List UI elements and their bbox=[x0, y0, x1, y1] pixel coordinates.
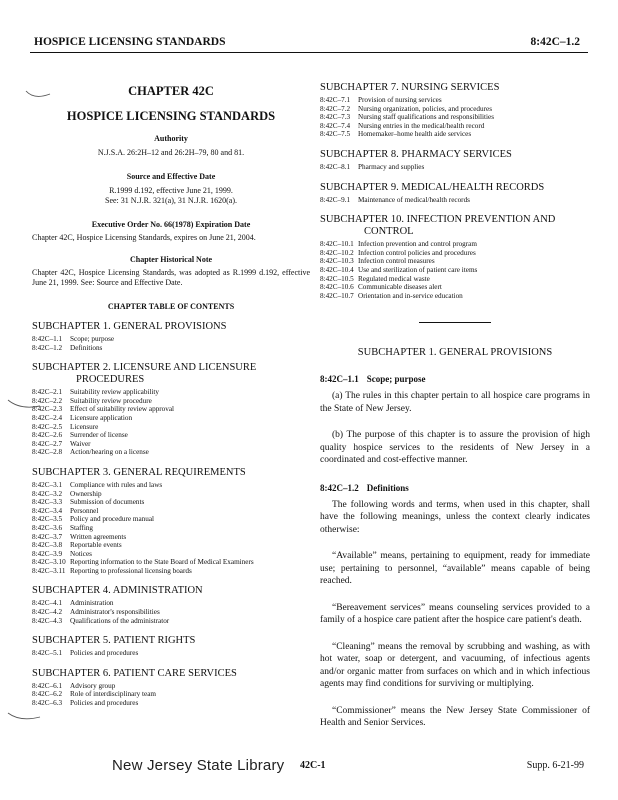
toc-section-number: 8:42C–3.4 bbox=[32, 506, 63, 515]
toc-subchapter-heading bbox=[32, 321, 310, 333]
toc-section-list bbox=[32, 335, 310, 352]
toc-section-number: 8:42C–4.2 bbox=[32, 608, 63, 617]
toc-entry bbox=[32, 524, 310, 533]
toc-subchapter-title-continued: CONTROL bbox=[364, 226, 414, 238]
toc-section-number: 8:42C–3.8 bbox=[32, 541, 63, 550]
toc-section-title: Scope; purpose bbox=[70, 335, 115, 343]
toc-section-title: Policies and procedures bbox=[70, 699, 139, 708]
toc-subchapter-heading bbox=[320, 214, 590, 238]
toc-section-number: 8:42C–3.5 bbox=[32, 515, 63, 524]
toc-entry bbox=[320, 130, 590, 139]
toc-subchapter-heading bbox=[32, 668, 310, 680]
toc-section-title: Administrator's responsibilities bbox=[70, 608, 160, 617]
toc-section-title: Administration bbox=[70, 599, 114, 608]
toc-section-number: 8:42C–7.3 bbox=[320, 113, 351, 122]
toc-entry bbox=[320, 275, 590, 284]
toc-entry bbox=[32, 507, 310, 516]
toc-section-number: 8:42C–9.1 bbox=[320, 195, 351, 204]
toc-section-number: 8:42C–6.1 bbox=[32, 681, 63, 690]
toc-subchapter-title: SUBCHAPTER 8. PHARMACY SERVICES bbox=[320, 148, 512, 160]
toc-entry bbox=[32, 649, 310, 658]
toc-entry bbox=[32, 335, 310, 344]
toc-section-number: 8:42C–3.3 bbox=[32, 498, 63, 507]
toc-entry bbox=[32, 690, 310, 699]
toc-section-title: Submission of documents bbox=[70, 498, 145, 507]
toc-entry bbox=[32, 481, 310, 490]
section-divider bbox=[419, 322, 491, 323]
toc-section-title: Effect of suitability review approval bbox=[70, 405, 175, 414]
toc-section-title: Notices bbox=[70, 549, 92, 558]
toc-entry bbox=[32, 414, 310, 423]
subchapter-1-heading: SUBCHAPTER 1. GENERAL PROVISIONS bbox=[357, 347, 553, 359]
toc-subchapter-heading bbox=[32, 585, 310, 597]
exec-order-heading: Executive Order No. 66(1978) Expiration Date bbox=[91, 220, 251, 229]
toc-subchapter-title: SUBCHAPTER 5. PATIENT RIGHTS bbox=[32, 635, 196, 647]
toc-entry bbox=[32, 599, 310, 608]
toc-section-title: Nursing organization, policies, and procedures bbox=[358, 104, 492, 113]
toc-entry bbox=[320, 266, 590, 275]
toc-section-title: Homemaker–home health aide services bbox=[358, 130, 472, 139]
toc-section-list bbox=[32, 649, 310, 658]
definition-commissioner: “Commissioner” means the New Jersey State Commissioner of Health and Senior Services. bbox=[320, 705, 590, 729]
toc-section-title: Qualifications of the administrator bbox=[70, 616, 170, 625]
toc-entry bbox=[320, 283, 590, 292]
toc-section-title: Surrender of license bbox=[70, 431, 128, 440]
toc-entry bbox=[32, 498, 310, 507]
margin-pen-mark bbox=[6, 710, 42, 724]
toc-section-number: 8:42C–4.1 bbox=[32, 599, 63, 608]
toc-entry bbox=[320, 163, 590, 172]
toc-entry bbox=[320, 113, 590, 122]
toc-entry bbox=[320, 96, 590, 105]
toc-section-title: Pharmacy and supplies bbox=[358, 162, 425, 171]
toc-entry bbox=[32, 533, 310, 542]
toc-entry bbox=[320, 122, 590, 131]
toc-section-number: 8:42C–3.1 bbox=[32, 480, 63, 489]
toc-section-number: 8:42C–3.7 bbox=[32, 532, 63, 541]
authority-heading: Authority bbox=[154, 134, 188, 143]
toc-entry bbox=[320, 292, 590, 301]
toc-entry bbox=[32, 617, 310, 626]
toc-section-number: 8:42C–7.1 bbox=[320, 96, 351, 104]
section-1-1-heading bbox=[320, 374, 590, 384]
toc-section-list bbox=[320, 240, 590, 300]
toc-entry bbox=[320, 105, 590, 114]
toc-entry bbox=[32, 567, 310, 576]
toc-entry bbox=[32, 608, 310, 617]
toc-section-title: Role of interdisciplinary team bbox=[70, 690, 157, 699]
section-1-2-number: 8:42C–1.2 bbox=[320, 482, 359, 493]
toc-entry bbox=[32, 682, 310, 691]
toc-section-number: 8:42C–10.4 bbox=[320, 265, 354, 274]
toc-section-title: Licensure bbox=[70, 422, 99, 431]
section-1-1-title: Scope; purpose bbox=[366, 374, 426, 385]
section-1-2-title: Definitions bbox=[366, 482, 409, 493]
toc-section-number: 8:42C–4.3 bbox=[32, 616, 63, 625]
toc-section-title: Reporting to professional licensing boards bbox=[70, 566, 192, 575]
toc-section-number: 8:42C–10.3 bbox=[320, 257, 354, 266]
source-heading: Source and Effective Date bbox=[126, 172, 216, 181]
toc-section-number: 8:42C–1.1 bbox=[32, 335, 63, 343]
toc-section-number: 8:42C–2.5 bbox=[32, 422, 63, 431]
historical-note-text: Chapter 42C, Hospice Licensing Standards, was adopted as R.1999 d.192, effective June 21, 1999. See: Source and Effective Date. bbox=[32, 268, 310, 287]
toc-section-title: Licensure application bbox=[70, 413, 133, 422]
toc-section-number: 8:42C–2.8 bbox=[32, 448, 63, 457]
toc-entry bbox=[32, 515, 310, 524]
toc-entry bbox=[32, 431, 310, 440]
library-stamp: New Jersey State Library bbox=[112, 757, 285, 774]
toc-subchapter-heading bbox=[320, 149, 590, 161]
toc-section-title: Reporting information to the State Board of Medical Examiners bbox=[70, 558, 254, 567]
toc-section-number: 8:42C–7.5 bbox=[320, 130, 351, 139]
definition-available: “Available” means, pertaining to equipment, ready for immediate use; pertaining to personnel, “available” means capable of being reached. bbox=[320, 551, 590, 587]
toc-section-number: 8:42C–3.6 bbox=[32, 523, 63, 532]
toc-section-title: Action/hearing on a license bbox=[70, 448, 149, 457]
toc-section-number: 8:42C–2.2 bbox=[32, 396, 63, 405]
toc-section-number: 8:42C–10.2 bbox=[320, 248, 354, 257]
toc-section-title: Orientation and in-service education bbox=[358, 291, 463, 300]
toc-entry bbox=[32, 490, 310, 499]
margin-pen-mark bbox=[24, 88, 54, 102]
toc-section-number: 8:42C–10.1 bbox=[320, 240, 354, 249]
toc-section-title: Personnel bbox=[70, 506, 99, 515]
toc-subchapter-title: SUBCHAPTER 3. GENERAL REQUIREMENTS bbox=[32, 466, 246, 478]
toc-section-number: 8:42C–3.10 bbox=[32, 558, 66, 567]
toc-subchapter-title: SUBCHAPTER 2. LICENSURE AND LICENSURE bbox=[32, 362, 257, 374]
supplement-date: Supp. 6-21-99 bbox=[526, 760, 584, 771]
section-1-2-heading bbox=[320, 483, 590, 493]
toc-section-title: Waiver bbox=[70, 439, 91, 448]
toc-subchapter-heading bbox=[320, 82, 590, 94]
toc-section-title: Infection control measures bbox=[358, 257, 435, 266]
toc-section-title: Regulated medical waste bbox=[358, 274, 430, 283]
right-table-of-contents bbox=[320, 82, 590, 300]
toc-section-title: Maintenance of medical/health records bbox=[358, 195, 470, 204]
exec-order-text: Chapter 42C, Hospice Licensing Standards, expires on June 21, 2004. bbox=[32, 233, 256, 242]
toc-section-number: 8:42C–7.4 bbox=[320, 121, 351, 130]
toc-subchapter-title: SUBCHAPTER 6. PATIENT CARE SERVICES bbox=[32, 667, 237, 679]
toc-section-title: Use and sterilization of patient care items bbox=[358, 265, 478, 274]
toc-section-title: Reportable events bbox=[70, 541, 122, 550]
toc-section-number: 8:42C–3.2 bbox=[32, 489, 63, 498]
left-column bbox=[32, 78, 310, 708]
toc-section-title: Definitions bbox=[70, 343, 103, 352]
chapter-number: CHAPTER 42C bbox=[128, 84, 214, 98]
toc-section-title: Ownership bbox=[70, 489, 102, 498]
toc-subchapter-heading bbox=[320, 182, 590, 194]
toc-subchapter-title: SUBCHAPTER 10. INFECTION PREVENTION AND bbox=[320, 214, 556, 226]
toc-section-title: Written agreements bbox=[70, 532, 127, 541]
toc-entry bbox=[32, 397, 310, 406]
header-section-number: 8:42C–1.2 bbox=[530, 36, 580, 48]
toc-section-title: Staffing bbox=[70, 523, 94, 532]
toc-section-title: Nursing entries in the medical/health record bbox=[358, 121, 485, 130]
definition-cleaning: “Cleaning” means the removal by scrubbing and washing, as with hot water, soap or detergent, and vacuuming, of infectious agents and/or organic matter from surfaces on which and in which infectious agents may find conditions for surviving or multiplying. bbox=[320, 641, 590, 690]
toc-section-number: 8:42C–6.3 bbox=[32, 699, 63, 708]
chapter-title: HOSPICE LICENSING STANDARDS bbox=[66, 109, 276, 123]
toc-section-list bbox=[320, 96, 590, 139]
toc-subchapter-title: SUBCHAPTER 4. ADMINISTRATION bbox=[32, 585, 203, 597]
toc-section-number: 8:42C–7.2 bbox=[320, 104, 351, 113]
toc-section-number: 8:42C–2.6 bbox=[32, 431, 63, 440]
toc-section-number: 8:42C–10.6 bbox=[320, 283, 354, 292]
toc-section-title: Communicable diseases alert bbox=[358, 283, 442, 292]
toc-entry bbox=[32, 550, 310, 559]
toc-entry bbox=[32, 699, 310, 708]
running-header bbox=[30, 36, 588, 53]
toc-subchapter-heading bbox=[32, 635, 310, 647]
toc-section-title: Advisory group bbox=[70, 681, 116, 690]
toc-subchapter-title: SUBCHAPTER 1. GENERAL PROVISIONS bbox=[32, 321, 227, 332]
section-1-1-para-b: (b) The purpose of this chapter is to assure the provision of high quality hospice services to the residents of New Jersey in a coordinated and cost-effective manner. bbox=[320, 430, 590, 466]
toc-entry bbox=[32, 405, 310, 414]
toc-section-title: Compliance with rules and laws bbox=[70, 480, 163, 489]
toc-entry bbox=[32, 558, 310, 567]
toc-section-list bbox=[32, 599, 310, 625]
toc-section-number: 8:42C–10.7 bbox=[320, 291, 354, 300]
toc-section-list bbox=[32, 388, 310, 457]
toc-section-number: 8:42C–3.11 bbox=[32, 566, 66, 575]
margin-pen-mark bbox=[6, 398, 42, 412]
toc-section-title: Nursing staff qualifications and responsibilities bbox=[358, 113, 495, 122]
toc-section-number: 8:42C–3.9 bbox=[32, 549, 63, 558]
toc-section-number: 8:42C–6.2 bbox=[32, 690, 63, 699]
toc-section-title: Provision of nursing services bbox=[358, 96, 442, 104]
toc-entry bbox=[32, 440, 310, 449]
header-title: HOSPICE LICENSING STANDARDS bbox=[34, 36, 226, 48]
toc-section-number: 8:42C–2.1 bbox=[32, 388, 63, 397]
right-column bbox=[320, 72, 590, 730]
authority-text: N.J.S.A. 26:2H–12 and 26:2H–79, 80 and 81. bbox=[97, 148, 245, 157]
toc-entry bbox=[32, 388, 310, 397]
toc-subchapter-heading bbox=[32, 467, 310, 479]
toc-entry bbox=[320, 257, 590, 266]
toc-entry bbox=[32, 541, 310, 550]
toc-section-number: 8:42C–2.7 bbox=[32, 439, 63, 448]
toc-section-list bbox=[32, 682, 310, 708]
toc-entry bbox=[320, 240, 590, 249]
toc-section-list bbox=[320, 163, 590, 172]
toc-heading: CHAPTER TABLE OF CONTENTS bbox=[107, 302, 235, 311]
toc-section-number: 8:42C–8.1 bbox=[320, 162, 351, 171]
toc-subchapter-title: SUBCHAPTER 7. NURSING SERVICES bbox=[320, 82, 500, 93]
toc-section-title: Policy and procedure manual bbox=[70, 515, 155, 524]
toc-subchapter-title-continued: PROCEDURES bbox=[76, 374, 145, 386]
definition-bereavement-services: “Bereavement services” means counseling services provided to a family of a hospice care patient after the hospice care patient's death. bbox=[320, 602, 590, 626]
toc-subchapter-heading bbox=[32, 362, 310, 386]
toc-section-title: Suitability review procedure bbox=[70, 396, 152, 405]
toc-entry bbox=[32, 344, 310, 353]
toc-section-list bbox=[32, 481, 310, 576]
toc-section-number: 8:42C–2.3 bbox=[32, 405, 63, 414]
section-1-1-number: 8:42C–1.1 bbox=[320, 374, 359, 385]
definitions-intro: The following words and terms, when used in this chapter, shall have the following meanings, unless the context clearly indicates otherwise: bbox=[320, 499, 590, 535]
toc-section-title: Policies and procedures bbox=[70, 649, 139, 658]
toc-section-list bbox=[320, 196, 590, 205]
historical-note-heading: Chapter Historical Note bbox=[129, 255, 213, 264]
toc-section-number: 8:42C–10.5 bbox=[320, 274, 354, 283]
toc-section-number: 8:42C–2.4 bbox=[32, 413, 63, 422]
toc-section-title: Infection control policies and procedures bbox=[358, 248, 476, 257]
toc-section-title: Suitability review applicability bbox=[70, 388, 160, 397]
source-line-1: R.1999 d.192, effective June 21, 1999. bbox=[109, 186, 233, 195]
page-number: 42C-1 bbox=[300, 760, 326, 771]
toc-entry bbox=[32, 423, 310, 432]
source-line-2: See: 31 N.J.R. 321(a), 31 N.J.R. 1620(a). bbox=[105, 196, 237, 205]
toc-entry bbox=[320, 196, 590, 205]
toc-entry bbox=[32, 448, 310, 457]
toc-section-number: 8:42C–1.2 bbox=[32, 343, 63, 352]
toc-subchapter-title: SUBCHAPTER 9. MEDICAL/HEALTH RECORDS bbox=[320, 181, 545, 193]
toc-section-title: Infection prevention and control program bbox=[358, 240, 477, 249]
left-table-of-contents bbox=[32, 321, 310, 708]
toc-section-number: 8:42C–5.1 bbox=[32, 649, 63, 658]
toc-entry bbox=[320, 249, 590, 258]
section-1-1-para-a: (a) The rules in this chapter pertain to all hospice care programs in the State of New Jersey. bbox=[320, 391, 590, 414]
